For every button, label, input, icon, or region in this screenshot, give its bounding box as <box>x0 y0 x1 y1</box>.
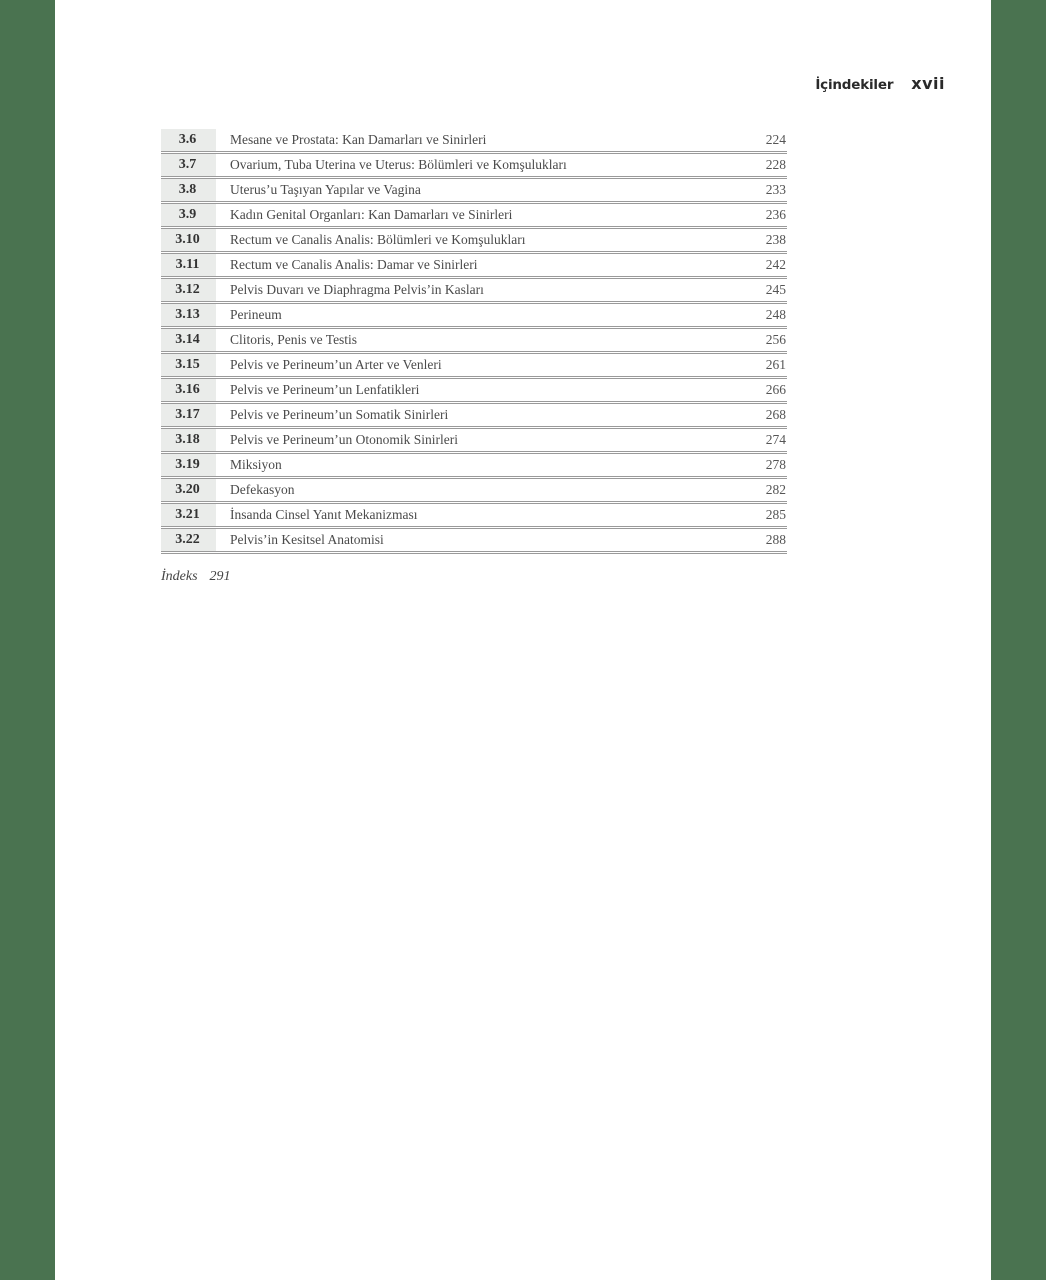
section-number: 3.11 <box>161 254 216 276</box>
toc-entry[interactable] <box>161 529 787 554</box>
section-number: 3.8 <box>161 179 216 201</box>
section-number: 3.12 <box>161 279 216 301</box>
index-page: 291 <box>209 569 231 584</box>
book-page <box>55 0 991 1280</box>
section-page: 274 <box>765 432 786 447</box>
section-title: Pelvis ve Perineum’un Arter ve Venleri <box>230 357 442 372</box>
table-of-contents <box>161 129 787 554</box>
running-head-title: İçindekiler <box>815 77 894 93</box>
running-head <box>815 74 945 93</box>
section-page: 261 <box>765 357 786 372</box>
section-page: 278 <box>765 457 786 472</box>
section-number: 3.13 <box>161 304 216 326</box>
section-title: Kadın Genital Organları: Kan Damarları ve Sinirleri <box>230 207 513 222</box>
section-title: Pelvis ve Perineum’un Otonomik Sinirleri <box>230 432 458 447</box>
section-number: 3.22 <box>161 529 216 551</box>
section-page: 233 <box>765 182 786 197</box>
toc-entry[interactable] <box>161 479 787 504</box>
section-page: 266 <box>765 382 786 397</box>
toc-entry[interactable] <box>161 329 787 354</box>
section-page: 236 <box>765 207 786 222</box>
page-number: xvii <box>911 74 945 93</box>
section-page: 285 <box>765 507 786 522</box>
toc-entry[interactable] <box>161 204 787 229</box>
section-number: 3.15 <box>161 354 216 376</box>
section-number: 3.10 <box>161 229 216 251</box>
toc-entry[interactable] <box>161 429 787 454</box>
toc-entry[interactable] <box>161 354 787 379</box>
section-title: Pelvis Duvarı ve Diaphragma Pelvis’in Kasları <box>230 282 484 297</box>
section-title: İnsanda Cinsel Yanıt Mekanizması <box>230 507 418 522</box>
section-number: 3.7 <box>161 154 216 176</box>
section-number: 3.18 <box>161 429 216 451</box>
toc-entry[interactable] <box>161 229 787 254</box>
section-title: Rectum ve Canalis Analis: Damar ve Sinirleri <box>230 257 478 272</box>
toc-entry[interactable] <box>161 504 787 529</box>
section-title: Miksiyon <box>230 457 282 472</box>
section-title: Clitoris, Penis ve Testis <box>230 332 358 347</box>
index-label: İndeks <box>161 569 198 584</box>
section-number: 3.14 <box>161 329 216 351</box>
section-title: Ovarium, Tuba Uterina ve Uterus: Bölümleri ve Komşulukları <box>230 157 567 172</box>
section-title: Rectum ve Canalis Analis: Bölümleri ve Komşulukları <box>230 232 526 247</box>
section-title: Mesane ve Prostata: Kan Damarları ve Sinirleri <box>230 132 487 147</box>
toc-entry[interactable] <box>161 304 787 329</box>
toc-entry[interactable] <box>161 404 787 429</box>
section-number: 3.19 <box>161 454 216 476</box>
section-page: 228 <box>765 157 786 172</box>
section-number: 3.16 <box>161 379 216 401</box>
section-page: 242 <box>765 257 786 272</box>
section-number: 3.9 <box>161 204 216 226</box>
section-page: 245 <box>765 282 786 297</box>
section-page: 288 <box>765 532 786 547</box>
section-title: Perineum <box>230 307 282 322</box>
section-page: 256 <box>765 332 786 347</box>
section-title: Pelvis ve Perineum’un Lenfatikleri <box>230 382 420 397</box>
toc-entry[interactable] <box>161 254 787 279</box>
section-number: 3.17 <box>161 404 216 426</box>
toc-entry[interactable] <box>161 154 787 179</box>
toc-entry[interactable] <box>161 379 787 404</box>
section-page: 224 <box>765 132 786 147</box>
section-title: Pelvis ve Perineum’un Somatik Sinirleri <box>230 407 449 422</box>
section-title: Pelvis’in Kesitsel Anatomisi <box>230 532 384 547</box>
section-number: 3.6 <box>161 129 216 151</box>
section-number: 3.21 <box>161 504 216 526</box>
section-page: 248 <box>765 307 786 322</box>
section-page: 268 <box>765 407 786 422</box>
section-title: Defekasyon <box>230 482 295 497</box>
section-number: 3.20 <box>161 479 216 501</box>
section-title: Uterus’u Taşıyan Yapılar ve Vagina <box>230 182 421 197</box>
toc-entry[interactable] <box>161 129 787 154</box>
toc-entry[interactable] <box>161 179 787 204</box>
section-page: 282 <box>765 482 786 497</box>
toc-entry[interactable] <box>161 279 787 304</box>
section-page: 238 <box>765 232 786 247</box>
toc-entry[interactable] <box>161 454 787 479</box>
index-entry[interactable] <box>161 569 231 585</box>
